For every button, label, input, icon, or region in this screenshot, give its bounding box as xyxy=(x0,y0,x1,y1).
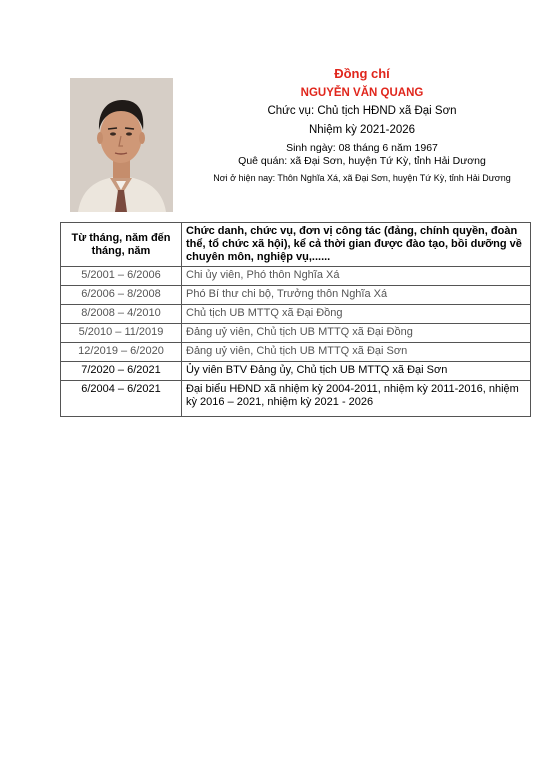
portrait-photo xyxy=(70,78,173,212)
table-row xyxy=(61,305,531,324)
table-header-row xyxy=(61,223,531,267)
table-row xyxy=(61,267,531,286)
period-cell: 12/2019 – 6/2020 xyxy=(61,343,182,362)
period-cell: 6/2006 – 8/2008 xyxy=(61,286,182,305)
period-cell: 8/2008 – 4/2010 xyxy=(61,305,182,324)
greeting: Đồng chí xyxy=(334,66,390,81)
table-row xyxy=(61,324,531,343)
position: Chức vụ: Chủ tịch HĐND xã Đại Sơn xyxy=(267,105,457,117)
period-cell: 6/2004 – 6/2021 xyxy=(61,381,182,417)
description-cell: Phó Bí thư chi bộ, Trưởng thôn Nghĩa Xá xyxy=(182,286,531,305)
portrait-illustration xyxy=(70,78,173,212)
person-name: NGUYỄN VĂN QUANG xyxy=(300,87,424,99)
description-cell: Đảng uỷ viên, Chủ tịch UB MTTQ xã Đại Sơn xyxy=(182,343,531,362)
column-header-description: Chức danh, chức vụ, đơn vị công tác (đảng, chính quyền, đoàn thể, tổ chức xã hội), kể cả thời gian được đào tạo, bồi dưỡng về chuyên môn, nghiệp vụ,...... xyxy=(182,223,531,267)
column-header-period: Từ tháng, năm đến tháng, năm xyxy=(61,223,182,267)
period-cell: 5/2001 – 6/2006 xyxy=(61,267,182,286)
table-row xyxy=(61,343,531,362)
period-cell: 5/2010 – 11/2019 xyxy=(61,324,182,343)
description-cell: Ủy viên BTV Đảng ủy, Chủ tịch UB MTTQ xã Đại Sơn xyxy=(182,362,531,381)
description-cell: Đảng uỷ viên, Chủ tịch UB MTTQ xã Đại Đồng xyxy=(182,324,531,343)
period-cell: 7/2020 – 6/2021 xyxy=(61,362,182,381)
description-cell: Chủ tịch UB MTTQ xã Đại Đồng xyxy=(182,305,531,324)
career-table xyxy=(60,222,531,417)
table-row xyxy=(61,381,531,417)
term: Nhiệm kỳ 2021-2026 xyxy=(308,124,416,136)
table-row xyxy=(61,286,531,305)
description-cell: Chi ủy viên, Phó thôn Nghĩa Xá xyxy=(182,267,531,286)
table-row xyxy=(61,362,531,381)
hometown: Quê quán: xã Đại Sơn, huyện Tứ Kỳ, tỉnh Hải Dương xyxy=(238,155,486,167)
description-cell: Đại biểu HĐND xã nhiệm kỳ 2004-2011, nhiệm kỳ 2011-2016, nhiệm kỳ 2016 – 2021, nhiệm kỳ 2021 - 2026 xyxy=(182,381,531,417)
residence: Nơi ở hiện nay: Thôn Nghĩa Xá, xã Đại Sơn, huyện Tứ Kỳ, tỉnh Hải Dương xyxy=(213,173,511,183)
date-of-birth: Sinh ngày: 08 tháng 6 năm 1967 xyxy=(286,142,438,154)
